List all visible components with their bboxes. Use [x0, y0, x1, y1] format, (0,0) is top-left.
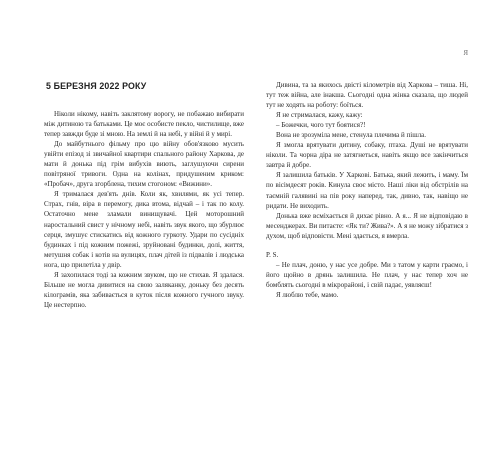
- chapter-title: 5 БЕРЕЗНЯ 2022 РОКУ: [46, 81, 147, 91]
- left-page-text: [44, 109, 244, 310]
- left-page: [44, 0, 244, 450]
- paragraph: Ніколи нікому, навіть заклятому ворогу, не побажаю вибирати між дитиною та батьками. Це моє особисте пекло, чистилище, вже тепер завжди буде зі мною. На землі й на небі, у війні й у мирі.: [44, 110, 244, 139]
- paragraph: – Не плач, доню, у нас усе добре. Ми з татом у карти граємо, і його щойно в дрянь залишила. Не плач, у нас тепер хоч не бомблять сьогодні в мікрорайоні, і свій падає, уявляєш!: [266, 260, 468, 289]
- paragraph: Я не стрималася, кажу, кажу:: [276, 111, 363, 120]
- running-header: Я: [463, 49, 468, 57]
- right-page: [266, 0, 468, 450]
- paragraph: Вона не зрозуміла мене, стенула плечима й пішла.: [276, 131, 426, 140]
- paragraph: Я захопилася тоді за кожним звуком, що не стихав. Я здалася. Більше не могла дивитися на свою заляканку, доньку без десять кілограмів, яка забивається в куток після кожного гучного звуку. Це нестерпно.: [44, 270, 244, 309]
- right-page-text: [266, 80, 468, 300]
- paragraph: Дивина, та за якихось двісті кілометрів від Харкова – тиша. Ні, тут теж війна, але інакша. Сьогодні одна жінка сказала, що людей тут не ходять на роботу: боїться.: [266, 81, 468, 110]
- paragraph: – Божечки, чого тут боятися?!: [276, 121, 366, 130]
- paragraph: До майбутнього фільму про цю війну обов'язково мусить увійти епізод зі звичайної квартири спального району Харкова, де мати й донька під грім вибухів виють, заглушуючи сирени повітряної тривоги. Одна на колінах, придушеним криком: «Пробач», друга згорблена, тихим стогоном: «Вижини».: [44, 140, 244, 189]
- paragraph: Я залишила батьків. У Харкові. Батька, який лежить, і маму. Їм по вісімдесят років. Кинула своє місто. Наші ліки від обстрілів на таємній галявині на пів року наперед, так, дивно, так, навіщо не ридати. Не виходить.: [266, 171, 468, 210]
- paragraph: Донька вже всміхається й дихає рівно. А я... Я не відповідаю в месенджерах. Ви питаєте: «Як ти? Жива?». А я не можу зібратися з духом, щоб відповісти. Мені здається, я вмерла.: [266, 211, 468, 240]
- paragraph: Я трималася дев'ять днів. Коли як, хвилями, як усі тепер. Страх, гнів, віра в перемогу, дика втома, відчай – і так по колу. Остаточно мене зламали винищувачі. Цей моторошний наростальний свист у нічному небі, навіть звук якого, що збурлює серця, змушує стискатись від кожного гуркоту. Удари по сусідніх будинках і під кожним пожежі, зруйновані будинки, долі, життя, метушня собак і котів на вулицях, плач дітей із підвалів і людська нога, що прилетіла у двір.: [44, 190, 244, 269]
- postscript-label: P. S.: [266, 250, 279, 259]
- paragraph: Я змогла врятувати дитину, собаку, птаха. Душі не врятувати ніколи. Та чорна діра не затягнеться, навіть якщо все закінчиться завтра й добре.: [266, 141, 468, 170]
- paragraph: Я люблю тебе, мамо.: [276, 290, 339, 299]
